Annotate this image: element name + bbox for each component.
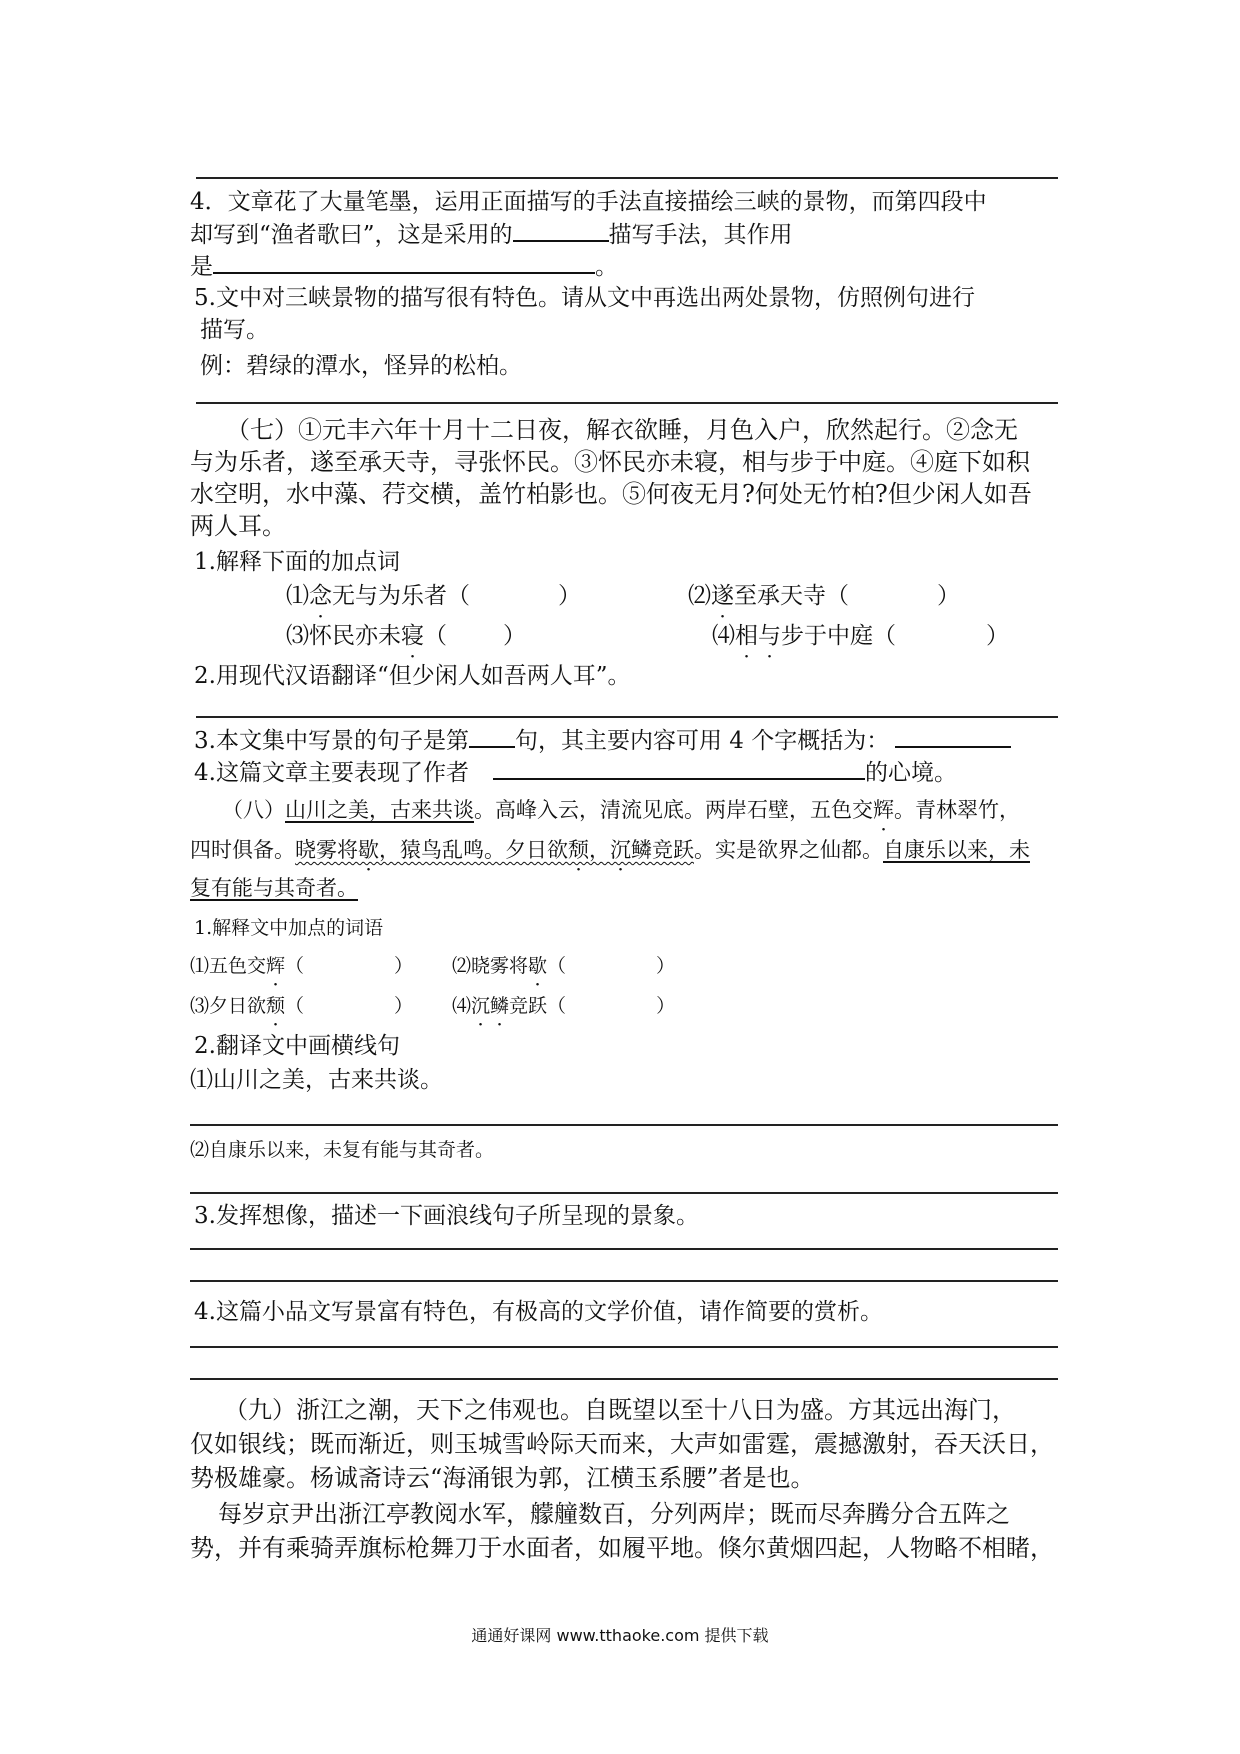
question-5-line-1: 5.文中对三峡景物的描写很有特色。请从文中再选出两处景物，仿照例句进行 — [194, 285, 975, 311]
section-8-question-2: 2.翻译文中画横线句 — [194, 1033, 400, 1059]
answer-line — [190, 1378, 1058, 1380]
section-7-para-line-2: 与为乐者，遂至承天寺，寻张怀民。③怀民亦未寝，相与步于中庭。④庭下如积 — [190, 448, 1030, 476]
answer-blank[interactable] — [493, 756, 865, 780]
section-9-para-line-5: 势，并有乘骑弄旗标枪舞刀于水面者，如履平地。倏尔黄烟四起，人物略不相睹， — [190, 1534, 1054, 1562]
footer-source: 通通好课网 www.tthaoke.com 提供下载 — [471, 1626, 769, 1645]
question-4-line-1: 4．文章花了大量笔墨，运用正面描写的手法直接描绘三峡的景物，而第四段中 — [190, 189, 987, 215]
vocab-item-3: ⑶夕日欲颓（ ） — [190, 995, 414, 1017]
question-4-line-2: 却写到“渔者歌曰”，这是采用的 描写手法，其作用 — [190, 218, 793, 251]
section-9-para-line-1: （九）浙江之潮，天下之伟观也。自既望以至十八日为盛。方其远出海门， — [224, 1396, 1016, 1424]
section-8-para-line-3 — [190, 872, 358, 904]
answer-blank[interactable] — [513, 218, 609, 242]
answer-line — [190, 1280, 1058, 1282]
section-7-para-line-4: 两人耳。 — [190, 512, 286, 540]
vocab-item-1: ⑴念无与为乐者（ ） — [286, 583, 581, 609]
answer-blank[interactable] — [895, 724, 1011, 748]
vocab-item-4: ⑷相与步于中庭（ ） — [712, 623, 1009, 649]
section-8-question-1: 1.解释文中加点的词语 — [194, 917, 384, 939]
answer-line — [190, 1124, 1058, 1126]
section-7-question-3: 3.本文集中写景的句子是第 句，其主要内容可用 4 个字概括为： — [194, 724, 1011, 757]
answer-blank[interactable] — [469, 724, 515, 748]
vocab-item-3: ⑶怀民亦未寝（ ） — [286, 623, 526, 649]
example-sentence: 例：碧绿的潭水，怪异的松柏。 — [200, 353, 522, 379]
underlined-sentence-2-cont: 复有能与其奇者。 — [190, 876, 358, 900]
question-5-line-2: 描写。 — [200, 317, 269, 343]
section-7-question-4: 4.这篇文章主要表现了作者 的心境。 — [194, 756, 957, 789]
section-8-question-4: 4.这篇小品文写景富有特色，有极高的文学价值，请作简要的赏析。 — [194, 1299, 883, 1325]
section-7-question-2: 2.用现代汉语翻译“但少闲人如吾两人耳”。 — [194, 663, 631, 689]
translation-item-2: ⑵自康乐以来，未复有能与其奇者。 — [190, 1139, 495, 1161]
answer-line — [196, 402, 1058, 404]
section-9-para-line-2: 仅如银线；既而渐近，则玉城雪岭际天而来，大声如雷霆，震撼激射，吞天沃日， — [190, 1430, 1054, 1458]
answer-blank[interactable] — [213, 250, 595, 274]
answer-line — [190, 1346, 1058, 1348]
vocab-item-2: ⑵晓雾将歇（ ） — [452, 955, 676, 977]
section-7-question-1: 1.解释下面的加点词 — [194, 549, 400, 575]
underlined-sentence-2: 自康乐以来，未 — [883, 838, 1030, 862]
vocab-item-4: ⑷沉鳞竞跃（ ） — [452, 995, 676, 1017]
answer-line — [190, 1192, 1058, 1194]
question-4-line-3: 是 。 — [190, 250, 618, 283]
section-9-para-line-3: 势极雄豪。杨诚斋诗云“海涌银为郭，江横玉系腰”者是也。 — [190, 1464, 815, 1492]
section-7-para-line-1: （七）①元丰六年十月十二日夜，解衣欲睡，月色入户，欣然起行。②念无 — [226, 416, 1018, 444]
vocab-item-1: ⑴五色交辉（ ） — [190, 955, 414, 977]
section-8-question-3: 3.发挥想像，描述一下画浪线句子所呈现的景象。 — [194, 1203, 699, 1229]
section-7-para-line-3: 水空明，水中藻、荇交横，盖竹柏影也。⑤何夜无月?何处无竹柏?但少闲人如吾 — [190, 480, 1032, 508]
translation-item-1: ⑴山川之美，古来共谈。 — [190, 1067, 443, 1093]
wavy-underlined-sentence: 晓雾将歇，猿鸟乱鸣。夕日欲颓，沉鳞竞跃 — [295, 838, 694, 862]
answer-line — [196, 716, 1058, 718]
section-9-para-line-4: 每岁京尹出浙江亭教阅水军，艨艟数百，分列两岸；既而尽奔腾分合五阵之 — [218, 1500, 1010, 1528]
answer-line — [190, 1248, 1058, 1250]
underlined-sentence-1: 山川之美，古来共谈 — [285, 798, 474, 822]
answer-line — [196, 177, 1058, 179]
vocab-item-2: ⑵遂至承天寺（ ） — [688, 583, 960, 609]
section-8-para-line-2: 四时俱备。晓雾将歇，猿鸟乱鸣。夕日欲颓，沉鳞竞跃。实是欲界之仙都。自康乐以来，未 — [190, 838, 1030, 862]
section-8-para-line-1: （八）山川之美，古来共谈。高峰入云，清流见底。两岸石壁，五色交辉。青林翠竹， — [222, 798, 1020, 822]
